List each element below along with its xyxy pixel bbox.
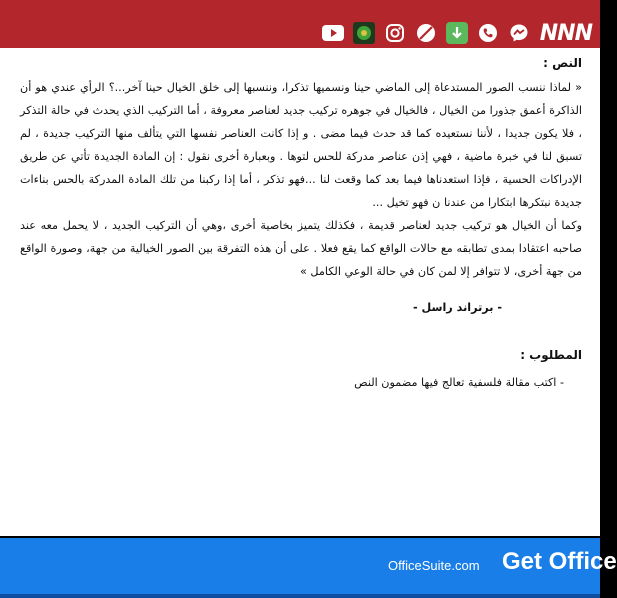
compass-icon[interactable] xyxy=(414,21,438,45)
paragraph-2: وكما أن الخيال هو تركيب جديد لعناصر قديمة ، فكذلك يتميز بخاصية أخرى ،وهي أن التركيب الجديد ، لا يحمل معه عند صاحبه اعتقادا بمدى تطابقه مع حالات الواقع كما يقع فعلا . على أن هذه التفرقة بين الصور الخيالية من جهة، وصورة الواقع من جهة أخرى، لا تتوافر إلا لمن كان في حالة الوعي الكامل » xyxy=(20,219,582,278)
required-item: - اكتب مقالة فلسفية تعالج فيها مضمون النص xyxy=(354,376,564,389)
document-content xyxy=(20,48,582,389)
messenger-icon[interactable] xyxy=(507,21,531,45)
app-logo-icon[interactable] xyxy=(352,21,376,45)
author-signature: - برتراند راسل - xyxy=(412,301,502,314)
brand-logo: NNN xyxy=(539,20,592,46)
ad-cta-text[interactable]: Get Office xyxy=(502,548,617,575)
app-header-bar xyxy=(0,0,600,48)
phone-icon[interactable] xyxy=(476,21,500,45)
document-page xyxy=(0,48,600,536)
text-heading: النص : xyxy=(543,56,582,70)
required-heading: المطلوب : xyxy=(520,348,582,362)
ad-site-link[interactable]: OfficeSuite.com xyxy=(388,558,480,573)
instagram-icon[interactable] xyxy=(383,21,407,45)
youtube-icon[interactable] xyxy=(321,21,345,45)
ad-banner[interactable] xyxy=(0,538,617,594)
ad-bottom-strip xyxy=(0,594,600,598)
paragraph-1: « لماذا ننسب الصور المستدعاة إلى الماضي حينا ونسميها تذكرا، وننسبها إلى خلق الخيال حينا آخر...؟ الرأي عندي هو أن الذاكرة أعمق جذورا من الخيال ، فالخيال في جوهره تركيب جديد لعناصر معروفة ، أما التركيب الذي يحدث في حالة التذكر ، فلا يكون جديدا ، لأننا نستعيده كما قد حدث فيما مضى . و إذا كانت العناصر نفسها التي يتألف منها التركيب جديدة ، لم تسبق لنا في خبرة ماضية ، فهي إذن عناصر مدركة للحس لتوها . وبعبارة أخرى نقول : إن المادة الجديدة تأتي عن طريق الإدراكات الحسية ، فإذا استعدناها فيما بعد كما وقعت لنا ...فهو تذكر ، أما إذا ركبنا من تلك المادة المدركة بالحس بناءات جديدة نبتكرها ابتكارا من عندنا ن فهو تخيل ... xyxy=(20,81,582,209)
header-icons xyxy=(321,20,592,46)
download-icon[interactable] xyxy=(445,21,469,45)
